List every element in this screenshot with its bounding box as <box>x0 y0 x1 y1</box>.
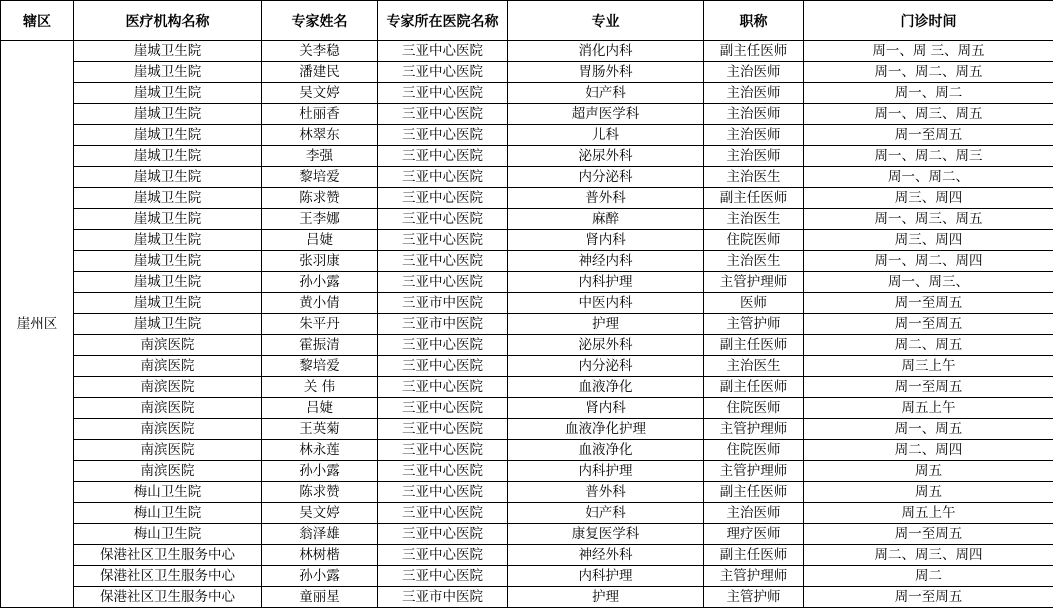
expert-name-cell: 孙小露 <box>262 566 378 587</box>
title-cell: 主管护理师 <box>704 461 804 482</box>
expert-name-cell: 李强 <box>262 146 378 167</box>
institution-cell: 南滨医院 <box>74 461 262 482</box>
specialty-cell: 消化内科 <box>508 41 704 62</box>
expert-hospital-cell: 三亚中心医院 <box>378 251 508 272</box>
institution-cell: 崖城卫生院 <box>74 41 262 62</box>
specialty-cell: 内分泌科 <box>508 167 704 188</box>
table-row <box>1 377 1053 398</box>
table-row <box>1 503 1053 524</box>
specialty-cell: 内科护理 <box>508 272 704 293</box>
title-cell: 理疗医师 <box>704 524 804 545</box>
expert-name-cell: 陈求赞 <box>262 188 378 209</box>
expert-name-cell: 杜丽香 <box>262 104 378 125</box>
expert-hospital-cell: 三亚中心医院 <box>378 104 508 125</box>
clinic-time-cell: 周一、周二、周四 <box>804 251 1053 272</box>
clinic-time-cell: 周三、周四 <box>804 230 1053 251</box>
expert-hospital-cell: 三亚中心医院 <box>378 440 508 461</box>
title-cell: 住院医师 <box>704 440 804 461</box>
specialty-cell: 内科护理 <box>508 566 704 587</box>
expert-hospital-cell: 三亚中心医院 <box>378 566 508 587</box>
expert-name-cell: 吕婕 <box>262 398 378 419</box>
specialty-cell: 血液净化护理 <box>508 419 704 440</box>
institution-cell: 崖城卫生院 <box>74 230 262 251</box>
clinic-time-cell: 周一、周二 <box>804 83 1053 104</box>
institution-cell: 崖城卫生院 <box>74 251 262 272</box>
institution-cell: 保港社区卫生服务中心 <box>74 566 262 587</box>
table-row <box>1 251 1053 272</box>
expert-hospital-cell: 三亚中心医院 <box>378 230 508 251</box>
title-cell: 副主任医师 <box>704 482 804 503</box>
title-cell: 副主任医师 <box>704 41 804 62</box>
expert-name-cell: 童丽星 <box>262 587 378 608</box>
header-institution: 医疗机构名称 <box>74 1 262 41</box>
institution-cell: 南滨医院 <box>74 440 262 461</box>
expert-name-cell: 黎培爱 <box>262 167 378 188</box>
title-cell: 主治医师 <box>704 503 804 524</box>
title-cell: 住院医师 <box>704 230 804 251</box>
clinic-time-cell: 周一至周五 <box>804 377 1053 398</box>
table-row <box>1 314 1053 335</box>
table-row <box>1 566 1053 587</box>
institution-cell: 南滨医院 <box>74 335 262 356</box>
table-row <box>1 587 1053 608</box>
specialty-cell: 泌尿外科 <box>508 335 704 356</box>
title-cell: 主管护师 <box>704 314 804 335</box>
clinic-time-cell: 周二、周五 <box>804 335 1053 356</box>
clinic-time-cell: 周一、周二、周三 <box>804 146 1053 167</box>
title-cell: 主管护理师 <box>704 272 804 293</box>
specialty-cell: 麻醉 <box>508 209 704 230</box>
institution-cell: 崖城卫生院 <box>74 167 262 188</box>
clinic-time-cell: 周一至周五 <box>804 587 1053 608</box>
institution-cell: 梅山卫生院 <box>74 503 262 524</box>
table-header <box>1 1 1053 41</box>
institution-cell: 崖城卫生院 <box>74 104 262 125</box>
expert-name-cell: 吴文婷 <box>262 503 378 524</box>
title-cell: 主治医生 <box>704 167 804 188</box>
clinic-time-cell: 周二 <box>804 566 1053 587</box>
expert-name-cell: 朱平丹 <box>262 314 378 335</box>
institution-cell: 崖城卫生院 <box>74 188 262 209</box>
expert-hospital-cell: 三亚中心医院 <box>378 524 508 545</box>
clinic-time-cell: 周二、周三、周四 <box>804 545 1053 566</box>
specialty-cell: 普外科 <box>508 482 704 503</box>
clinic-time-cell: 周五 <box>804 461 1053 482</box>
clinic-time-cell: 周一至周五 <box>804 314 1053 335</box>
title-cell: 住院医师 <box>704 398 804 419</box>
specialty-cell: 血液净化 <box>508 440 704 461</box>
expert-hospital-cell: 三亚中心医院 <box>378 419 508 440</box>
clinic-time-cell: 周五上午 <box>804 398 1053 419</box>
header-title: 职称 <box>704 1 804 41</box>
expert-hospital-cell: 三亚市中医院 <box>378 314 508 335</box>
table-row <box>1 83 1053 104</box>
clinic-time-cell: 周一、周 三、周五 <box>804 41 1053 62</box>
table-row <box>1 335 1053 356</box>
expert-hospital-cell: 三亚中心医院 <box>378 146 508 167</box>
clinic-time-cell: 周一、周五 <box>804 419 1053 440</box>
institution-cell: 崖城卫生院 <box>74 83 262 104</box>
table-row <box>1 167 1053 188</box>
clinic-time-cell: 周一、周三、周五 <box>804 209 1053 230</box>
expert-name-cell: 林树楷 <box>262 545 378 566</box>
institution-cell: 崖城卫生院 <box>74 314 262 335</box>
clinic-time-cell: 周一至周五 <box>804 293 1053 314</box>
header-district: 辖区 <box>1 1 74 41</box>
expert-hospital-cell: 三亚中心医院 <box>378 209 508 230</box>
table-row <box>1 230 1053 251</box>
table-row <box>1 104 1053 125</box>
title-cell: 主治医生 <box>704 251 804 272</box>
table-row <box>1 356 1053 377</box>
expert-hospital-cell: 三亚中心医院 <box>378 125 508 146</box>
expert-name-cell: 陈求赞 <box>262 482 378 503</box>
specialty-cell: 胃肠外科 <box>508 62 704 83</box>
institution-cell: 梅山卫生院 <box>74 482 262 503</box>
institution-cell: 崖城卫生院 <box>74 293 262 314</box>
expert-name-cell: 孙小露 <box>262 461 378 482</box>
table-row <box>1 272 1053 293</box>
specialty-cell: 肾内科 <box>508 230 704 251</box>
expert-name-cell: 黄小倩 <box>262 293 378 314</box>
title-cell: 主治医生 <box>704 209 804 230</box>
clinic-time-cell: 周五 <box>804 482 1053 503</box>
expert-hospital-cell: 三亚中心医院 <box>378 41 508 62</box>
expert-hospital-cell: 三亚中心医院 <box>378 461 508 482</box>
title-cell: 主治医师 <box>704 83 804 104</box>
expert-hospital-cell: 三亚市中医院 <box>378 293 508 314</box>
table-row <box>1 62 1053 83</box>
table-row <box>1 188 1053 209</box>
expert-name-cell: 关 伟 <box>262 377 378 398</box>
header-expert-name: 专家姓名 <box>262 1 378 41</box>
title-cell: 主治医生 <box>704 356 804 377</box>
title-cell: 副主任医师 <box>704 188 804 209</box>
expert-name-cell: 霍振清 <box>262 335 378 356</box>
clinic-time-cell: 周一、周三、周五 <box>804 104 1053 125</box>
title-cell: 副主任医师 <box>704 545 804 566</box>
table-row <box>1 440 1053 461</box>
header-row <box>1 1 1053 41</box>
specialty-cell: 内分泌科 <box>508 356 704 377</box>
expert-hospital-cell: 三亚中心医院 <box>378 188 508 209</box>
expert-name-cell: 关李稳 <box>262 41 378 62</box>
specialty-cell: 内科护理 <box>508 461 704 482</box>
table-row <box>1 545 1053 566</box>
expert-hospital-cell: 三亚中心医院 <box>378 335 508 356</box>
clinic-time-cell: 周一至周五 <box>804 125 1053 146</box>
expert-hospital-cell: 三亚中心医院 <box>378 62 508 83</box>
clinic-time-cell: 周一、周二、 <box>804 167 1053 188</box>
title-cell: 主治医师 <box>704 125 804 146</box>
clinic-time-cell: 周五上午 <box>804 503 1053 524</box>
expert-hospital-cell: 三亚中心医院 <box>378 545 508 566</box>
specialty-cell: 康复医学科 <box>508 524 704 545</box>
table-row <box>1 482 1053 503</box>
specialty-cell: 中医内科 <box>508 293 704 314</box>
clinic-time-cell: 周一至周五 <box>804 524 1053 545</box>
institution-cell: 崖城卫生院 <box>74 272 262 293</box>
header-expert-hospital: 专家所在医院名称 <box>378 1 508 41</box>
clinic-time-cell: 周三、周四 <box>804 188 1053 209</box>
title-cell: 主治医师 <box>704 62 804 83</box>
table-body <box>1 41 1053 608</box>
title-cell: 医师 <box>704 293 804 314</box>
institution-cell: 崖城卫生院 <box>74 209 262 230</box>
institution-cell: 南滨医院 <box>74 356 262 377</box>
table-row <box>1 293 1053 314</box>
clinic-time-cell: 周一、周三、 <box>804 272 1053 293</box>
specialty-cell: 妇产科 <box>508 83 704 104</box>
specialty-cell: 血液净化 <box>508 377 704 398</box>
header-specialty: 专业 <box>508 1 704 41</box>
table-row <box>1 524 1053 545</box>
institution-cell: 南滨医院 <box>74 398 262 419</box>
header-clinic-time: 门诊时间 <box>804 1 1053 41</box>
expert-name-cell: 张羽康 <box>262 251 378 272</box>
expert-name-cell: 林永莲 <box>262 440 378 461</box>
table-row <box>1 146 1053 167</box>
clinic-time-cell: 周一、周二、周五 <box>804 62 1053 83</box>
title-cell: 副主任医师 <box>704 377 804 398</box>
table-row <box>1 419 1053 440</box>
title-cell: 主治医师 <box>704 146 804 167</box>
specialty-cell: 儿科 <box>508 125 704 146</box>
table-row <box>1 398 1053 419</box>
table-row <box>1 41 1053 62</box>
expert-hospital-cell: 三亚中心医院 <box>378 482 508 503</box>
institution-cell: 梅山卫生院 <box>74 524 262 545</box>
specialty-cell: 神经外科 <box>508 545 704 566</box>
expert-hospital-cell: 三亚中心医院 <box>378 83 508 104</box>
specialty-cell: 普外科 <box>508 188 704 209</box>
expert-hospital-cell: 三亚中心医院 <box>378 503 508 524</box>
expert-name-cell: 吴文婷 <box>262 83 378 104</box>
expert-name-cell: 王英菊 <box>262 419 378 440</box>
expert-hospital-cell: 三亚市中医院 <box>378 587 508 608</box>
specialty-cell: 肾内科 <box>508 398 704 419</box>
title-cell: 主管护理师 <box>704 419 804 440</box>
specialty-cell: 护理 <box>508 314 704 335</box>
expert-name-cell: 翁泽雄 <box>262 524 378 545</box>
expert-name-cell: 吕婕 <box>262 230 378 251</box>
specialty-cell: 神经内科 <box>508 251 704 272</box>
expert-name-cell: 黎培爱 <box>262 356 378 377</box>
table-row <box>1 125 1053 146</box>
institution-cell: 南滨医院 <box>74 377 262 398</box>
district-cell: 崖州区 <box>1 41 74 608</box>
specialty-cell: 妇产科 <box>508 503 704 524</box>
table-row <box>1 209 1053 230</box>
expert-name-cell: 王李娜 <box>262 209 378 230</box>
institution-cell: 崖城卫生院 <box>74 62 262 83</box>
expert-name-cell: 潘建民 <box>262 62 378 83</box>
clinic-time-cell: 周三上午 <box>804 356 1053 377</box>
specialty-cell: 护理 <box>508 587 704 608</box>
table-row <box>1 461 1053 482</box>
title-cell: 主管护理师 <box>704 566 804 587</box>
institution-cell: 崖城卫生院 <box>74 146 262 167</box>
institution-cell: 崖城卫生院 <box>74 125 262 146</box>
institution-cell: 保港社区卫生服务中心 <box>74 545 262 566</box>
institution-cell: 保港社区卫生服务中心 <box>74 587 262 608</box>
expert-name-cell: 林翠东 <box>262 125 378 146</box>
title-cell: 主治医师 <box>704 104 804 125</box>
specialty-cell: 泌尿外科 <box>508 146 704 167</box>
title-cell: 副主任医师 <box>704 335 804 356</box>
expert-name-cell: 孙小露 <box>262 272 378 293</box>
clinic-time-cell: 周二、周四 <box>804 440 1053 461</box>
expert-hospital-cell: 三亚中心医院 <box>378 272 508 293</box>
institution-cell: 南滨医院 <box>74 419 262 440</box>
specialty-cell: 超声医学科 <box>508 104 704 125</box>
title-cell: 主管护师 <box>704 587 804 608</box>
expert-hospital-cell: 三亚中心医院 <box>378 167 508 188</box>
expert-hospital-cell: 三亚中心医院 <box>378 377 508 398</box>
expert-hospital-cell: 三亚中心医院 <box>378 356 508 377</box>
expert-hospital-cell: 三亚中心医院 <box>378 398 508 419</box>
